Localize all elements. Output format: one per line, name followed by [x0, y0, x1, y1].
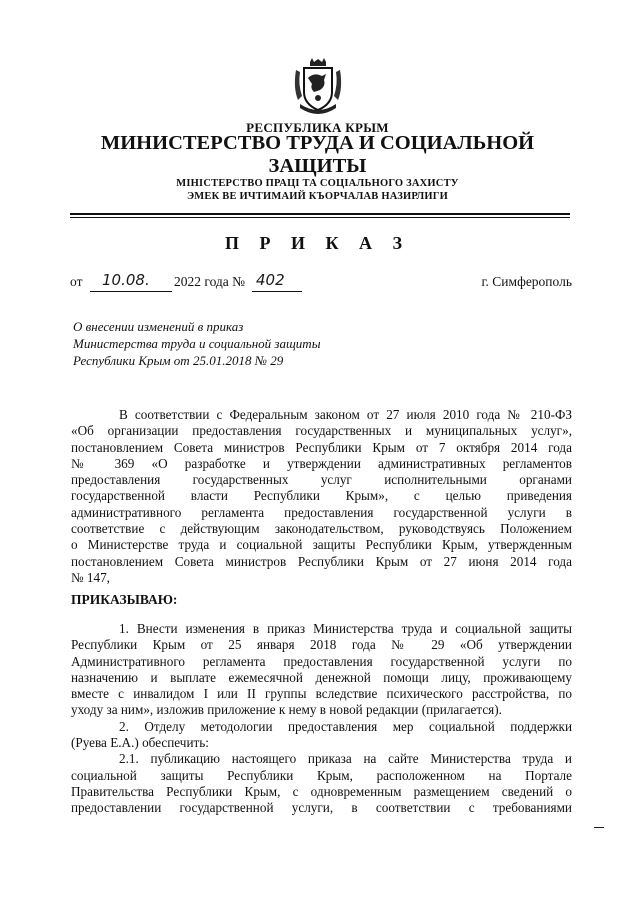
preamble-line: В соответствии с Федеральным законом от 27 июля 2010 года № 210-ФЗ	[119, 407, 572, 422]
order-date-row	[70, 271, 572, 294]
crimea-coat-of-arms-icon	[292, 58, 344, 118]
preamble-line: постановлением Совета министров Республики Крым от 27 июня 2014 года	[71, 553, 572, 569]
ministry-name-ukrainian: МІНІСТЕРСТВО ПРАЦІ ТА СОЦІАЛЬНОГО ЗАХИСТУ	[176, 178, 459, 189]
preamble-line: № 147,	[71, 569, 110, 585]
ministry-name-crimean-tatar: ЭМЕК ВЕ ИЧТИМАИЙ КЪОРЧАЛАВ НАЗИРЛИГИ	[186, 191, 449, 202]
preamble-line: соответствие с действующим законодательством, руководствуясь Положением	[71, 521, 572, 537]
item-line: Правительства Республики Крым, с одновременным размещением сведений о	[71, 783, 572, 799]
preamble-line: постановлением Совета министров Республики Крым от 7 октября 2014 года	[71, 439, 572, 455]
subject-line: Республики Крым от 25.01.2018 № 29	[73, 353, 284, 368]
header-divider-thin	[70, 217, 570, 218]
republic-name: РЕСПУБЛИКА КРЫМ	[246, 120, 389, 135]
item-line: (Руева Е.А.) обеспечить:	[71, 735, 209, 751]
header-divider-thick	[70, 213, 570, 215]
handwritten-date: 10.08.	[102, 271, 150, 289]
item-line: 2. Отделу методологии предоставления мер социальной поддержки	[119, 718, 572, 734]
item-line: 1. Внести изменения в приказ Министерства труда и социальной защиты	[119, 621, 572, 636]
item-line: назначению и выплате ежемесячной денежной помощи лицу, проживающему	[71, 669, 572, 685]
city: г. Симферополь	[481, 274, 572, 289]
preamble-line: «Об организации предоставления государственных и муниципальных услуг»,	[71, 423, 572, 439]
order-items	[71, 621, 572, 817]
item-line: уходу за ним», изложив приложение к нему в новой редакции (прилагается).	[71, 702, 502, 718]
item-line: предоставлении государственной услуги, в соответствии с требованиями	[71, 800, 572, 816]
preamble-paragraph	[71, 407, 572, 586]
preamble-line: административного регламента предоставления государственной услуги в	[71, 504, 572, 520]
handwritten-number: 402	[256, 271, 285, 289]
preamble-line: предоставления государственных услуг исполнительными органами	[71, 472, 572, 488]
ministry-name-line1: МИНИСТЕРСТВО ТРУДА И СОЦИАЛЬНОЙ	[100, 132, 535, 154]
preamble-line: № 369 «О разработке и утверждении административных регламентов	[71, 455, 572, 471]
order-verb: ПРИКАЗЫВАЮ:	[71, 592, 178, 607]
margin-mark	[594, 827, 604, 828]
item-line: вместе с инвалидом I или II группы вследствие психического расстройства, по	[71, 686, 572, 702]
date-underline	[90, 291, 172, 292]
preamble-line: государственной власти Республики Крым», с целью приведения	[71, 488, 572, 504]
item-line: 2.1. публикацию настоящего приказа на сайте Министерства труда и	[119, 751, 572, 767]
preamble-line: о Министерстве труда и социальной защиты Республики Крым, утвержденным	[71, 537, 572, 553]
ministry-name-line2: ЗАЩИТЫ	[268, 155, 367, 177]
order-subject	[73, 318, 321, 369]
item-line: социальной защиты Республики Крым, расположенном на Портале	[71, 767, 572, 783]
subject-line: Министерства труда и социальной защиты	[73, 336, 321, 351]
item-line: Республики Крым от 25 января 2018 года № 29 «Об утверждении	[71, 637, 572, 653]
year-text: 2022 года №	[174, 274, 246, 289]
from-label: от	[70, 274, 83, 289]
document-title: П Р И К А З	[224, 233, 411, 253]
item-line: Административного регламента предоставления государственной услуги по	[71, 653, 572, 669]
number-underline	[252, 291, 302, 292]
subject-line: О внесении изменений в приказ	[73, 319, 244, 334]
